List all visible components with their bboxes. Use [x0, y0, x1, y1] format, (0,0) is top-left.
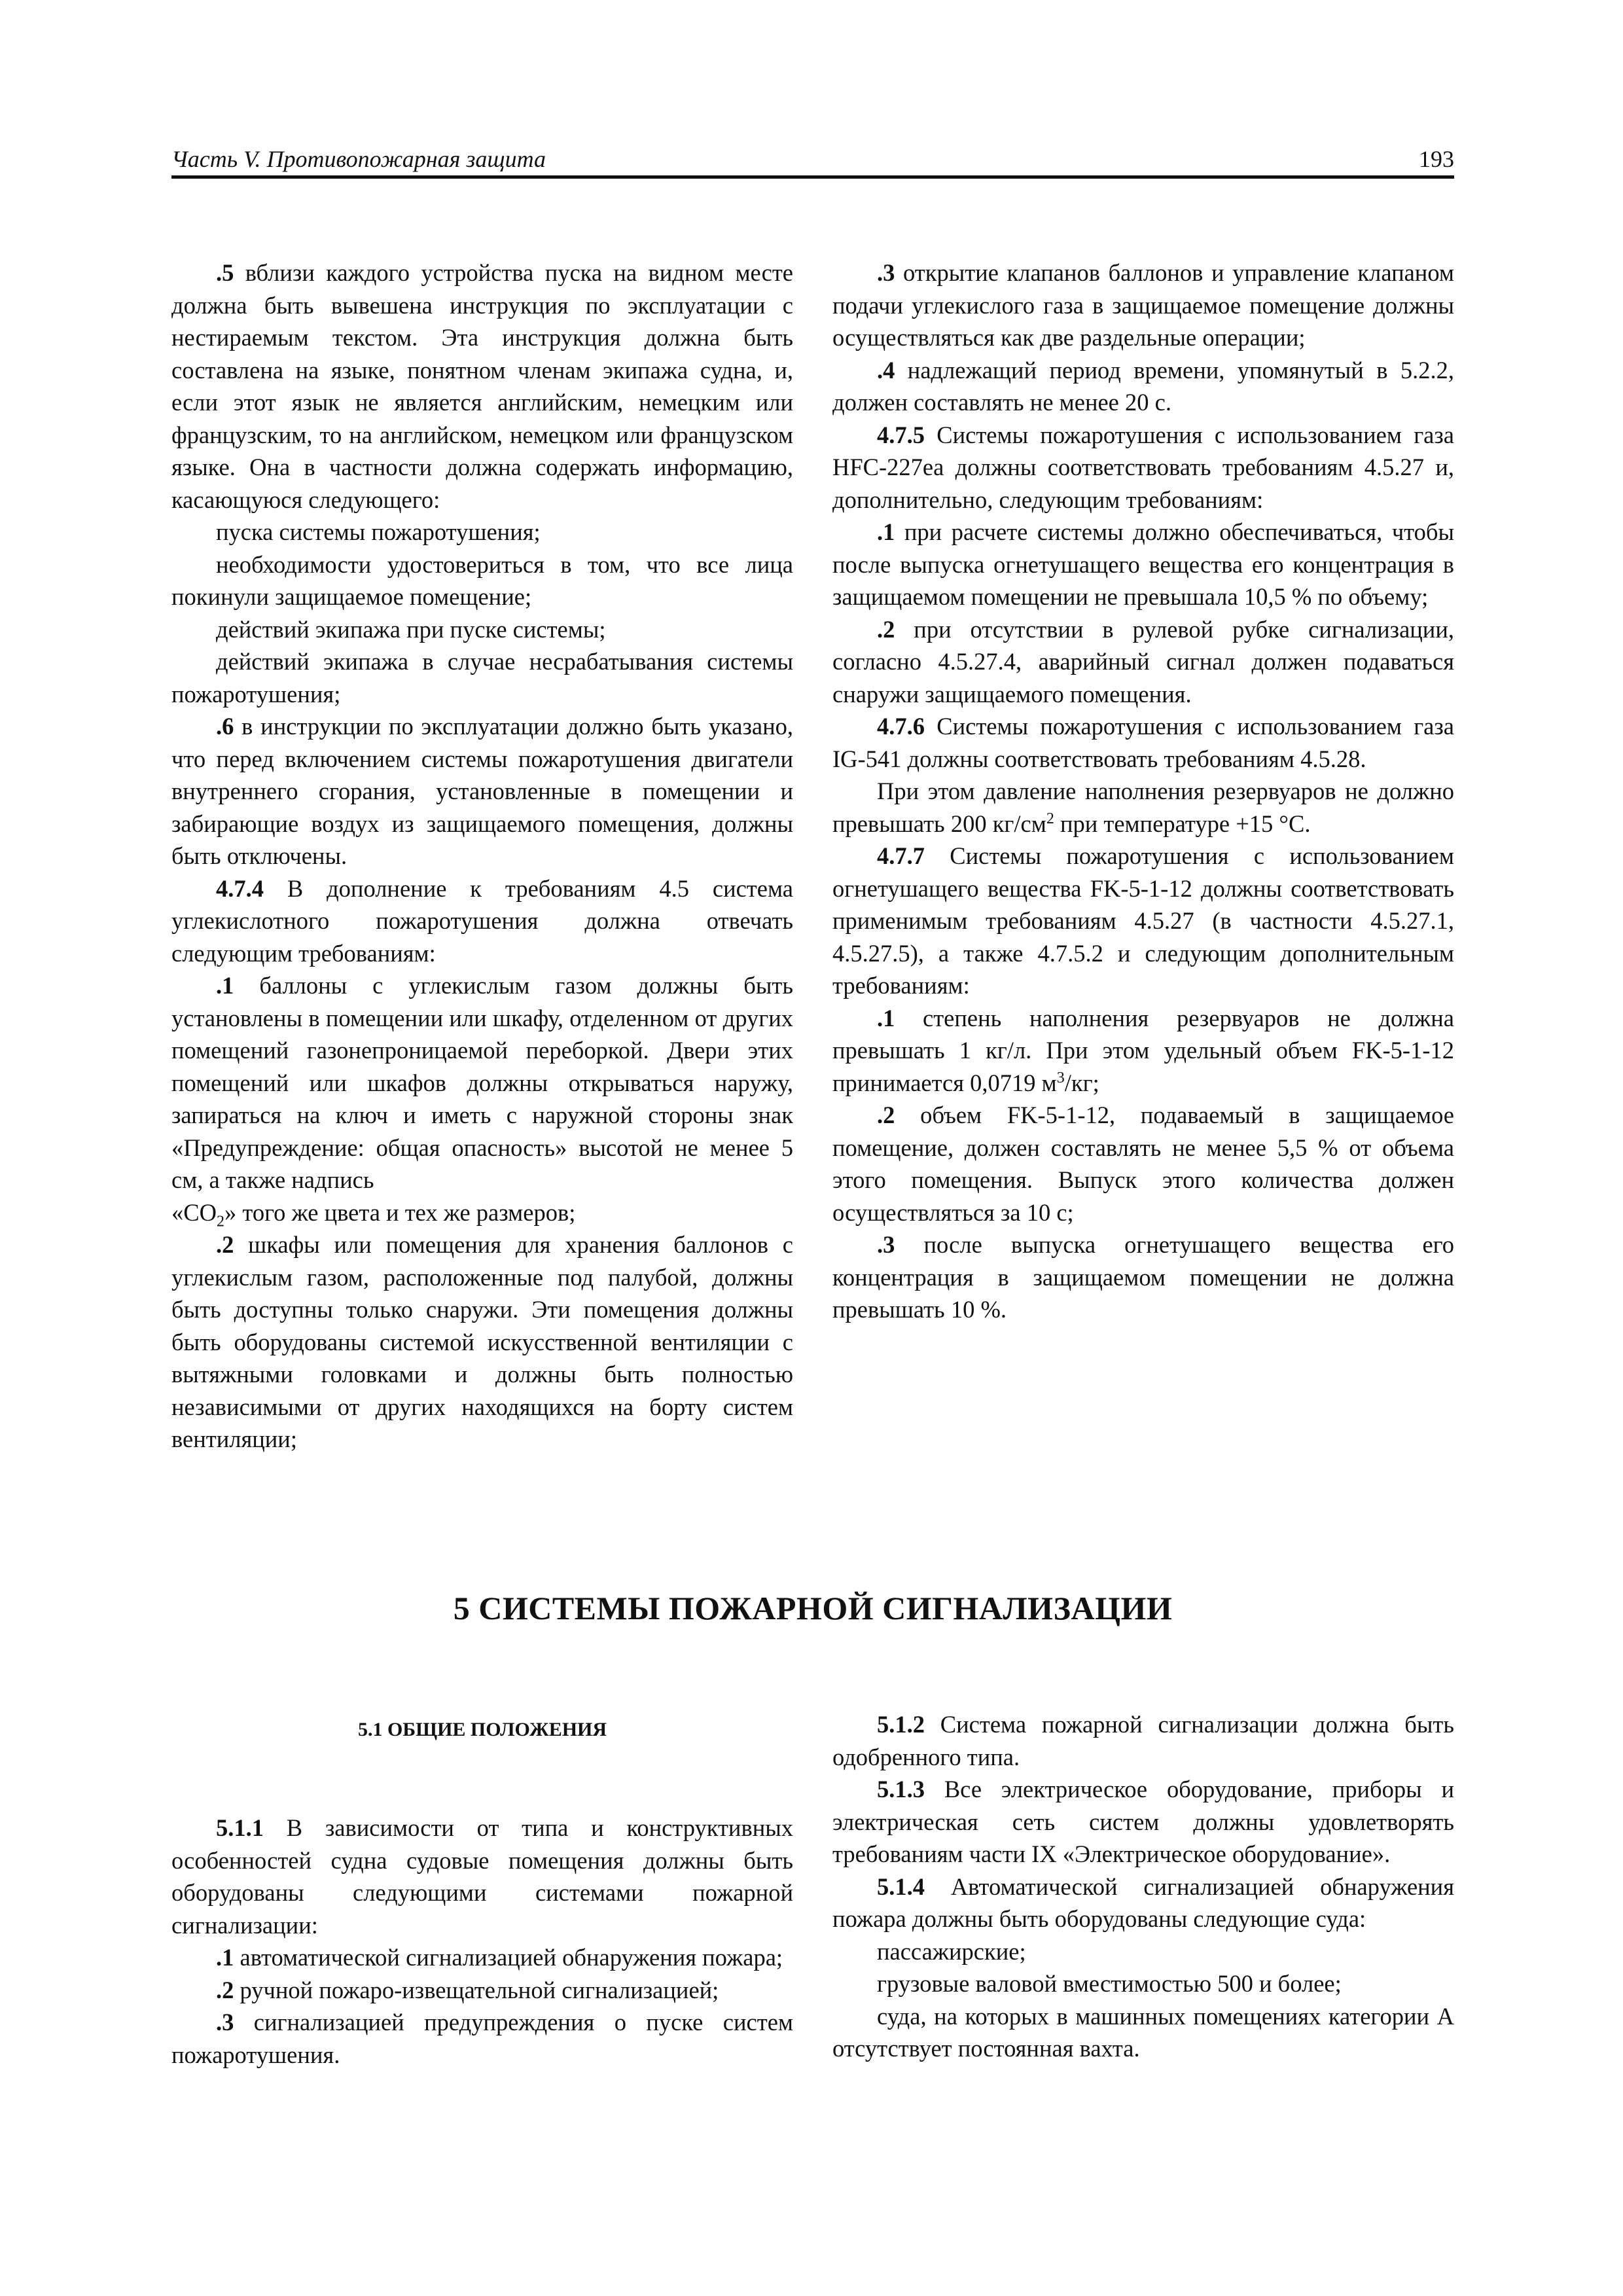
paragraph: 4.7.6 Системы пожаротушения с использованием газа IG-541 должны соответствовать требованиям 4.5.28.	[832, 713, 1454, 772]
paragraph: 4.7.7 Системы пожаротушения с использованием огнетушащего вещества FK-5-1-12 должны соответствовать применимым требованиям 4.5.27 (в частности 4.5.27.1, 4.5.27.5), а также 4.7.5.2 и следующим дополнительным требованиям:	[832, 842, 1454, 999]
paragraph: .1 степень наполнения резервуаров не должна превышать 1 кг/л. При этом удельный объем FK-5-1-12 принимается 0,0719 $м^3/кг$;	[832, 1004, 1454, 1096]
paragraph: суда, на которых в машинных помещениях категории А отсутствует постоянная вахта.	[832, 2002, 1454, 2062]
top-left-column	[171, 257, 793, 1456]
page-header	[171, 145, 1454, 178]
paragraph: необходимости удостовериться в том, что все лица покинули защищаемое помещение;	[171, 550, 793, 610]
header-divider	[171, 175, 1454, 179]
page-number: 193	[1419, 146, 1454, 172]
paragraph: пуска системы пожаротушения;	[216, 518, 541, 545]
paragraph: 5.1.1 В зависимости от типа и конструктивных особенностей судна судовые помещения должны быть оборудованы следующими системами пожарной сигнализации:	[171, 1814, 793, 1939]
paragraph: .2 ручной пожаро-извещательной сигнализацией;	[216, 1976, 719, 2003]
paragraph: .3 сигнализацией предупреждения о пуске систем пожаротушения.	[171, 2009, 793, 2068]
paragraph: пассажирские;	[877, 1937, 1026, 1965]
subsection-heading: 5.1 ОБЩИЕ ПОЛОЖЕНИЯ	[357, 1719, 607, 1740]
paragraph: .3 после выпуска огнетушащего вещества его концентрация в защищаемом помещении не должна превышать 10 %.	[832, 1231, 1454, 1323]
paragraph: «$CO_2$» того же цвета и тех же размеров;	[171, 1198, 576, 1230]
paragraph: 4.7.5 Системы пожаротушения с использованием газа HFC-227ea должны соответствовать требованиям 4.5.27 и, дополнительно, следующим требованиям:	[832, 421, 1454, 513]
paragraph: .5 вблизи каждого устройства пуска на видном месте должна быть вывешена инструкция по эксплуатации с нестираемым текстом. Эта инструкция должна быть составлена на языке, понятном членам экипажа судна, и, если этот язык не является английским, немецким или французским, то на английском, немецком или французском языке. Она в частности должна содержать информацию, касающуюся следующего:	[171, 259, 793, 513]
paragraph: .3 открытие клапанов баллонов и управление клапаном подачи углекислого газа в защищаемое помещение должны осуществляться как две раздельные операции;	[832, 259, 1454, 351]
paragraph: .1 при расчете системы должно обеспечиваться, чтобы после выпуска огнетушащего вещества его концентрация в защищаемом помещении не превышала 10,5 % по объему;	[832, 518, 1454, 610]
paragraph: .2 шкафы или помещения для хранения баллонов с углекислым газом, расположенные под палубой, должны быть доступны только снаружи. Эти помещения должны быть оборудованы системой искусственной вентиляции с вытяжными головками и должны быть полностью независимыми от других находящихся на борту систем вентиляции;	[171, 1231, 793, 1452]
bottom-right-column	[832, 1708, 1454, 2065]
paragraph: .4 надлежащий период времени, упомянутый в 5.2.2, должен составлять не менее 20 с.	[832, 356, 1454, 416]
paragraph: .2 объем FK-5-1-12, подаваемый в защищаемое помещение, должен составлять не менее 5,5 % от объема этого помещения. Выпуск этого количества должен осуществляться за 10 с;	[832, 1102, 1454, 1226]
paragraph: 4.7.4 В дополнение к требованиям 4.5 система углекислотного пожаротушения должна отвечать следующим требованиям:	[171, 874, 793, 967]
bottom-left-column	[171, 1812, 793, 2071]
paragraph: .2 при отсутствии в рулевой рубке сигнализации, согласно 4.5.27.4, аварийный сигнал должен подаваться снаружи защищаемого помещения.	[832, 615, 1454, 708]
paragraph: .1 автоматической сигнализацией обнаружения пожара;	[216, 1944, 783, 1971]
section-heading: 5 СИСТЕМЫ ПОЖАРНОЙ СИГНАЛИЗАЦИИ	[453, 1590, 1173, 1626]
paragraph: 5.1.3 Все электрическое оборудование, приборы и электрическая сеть систем должны удовлетворять требованиям части IX «Электрическое оборудование».	[832, 1776, 1454, 1867]
paragraph: действий экипажа в случае несрабатывания системы пожаротушения;	[171, 648, 793, 708]
paragraph: 5.1.4 Автоматической сигнализацией обнаружения пожара должны быть оборудованы следующие суда:	[832, 1873, 1454, 1932]
paragraph: При этом давление наполнения резервуаров не должно превышать 200 $кг/см^2$ при температуре +15 °С.	[832, 778, 1454, 837]
paragraph: 5.1.2 Система пожарной сигнализации должна быть одобренного типа.	[832, 1711, 1454, 1770]
paragraph: .6 в инструкции по эксплуатации должно быть указано, что перед включением системы пожаротушения двигатели внутреннего сгорания, установленные в помещении и забирающие воздух из защищаемого помещения, должны быть отключены.	[171, 713, 793, 869]
paragraph: .1 баллоны с углекислым газом должны быть установлены в помещении или шкафу, отделенном от других помещений газонепроницаемой переборкой. Двери этих помещений или шкафов должны открываться наружу, запираться на ключ и иметь с наружной стороны знак «Предупреждение: общая опасность» высотой не менее 5 см, а также надпись	[171, 972, 793, 1193]
paragraph: грузовые валовой вместимостью 500 и более;	[877, 1970, 1342, 1997]
paragraph: действий экипажа при пуске системы;	[216, 615, 606, 643]
running-title: Часть V. Противопожарная защита	[171, 146, 546, 172]
top-right-column	[832, 257, 1454, 1326]
